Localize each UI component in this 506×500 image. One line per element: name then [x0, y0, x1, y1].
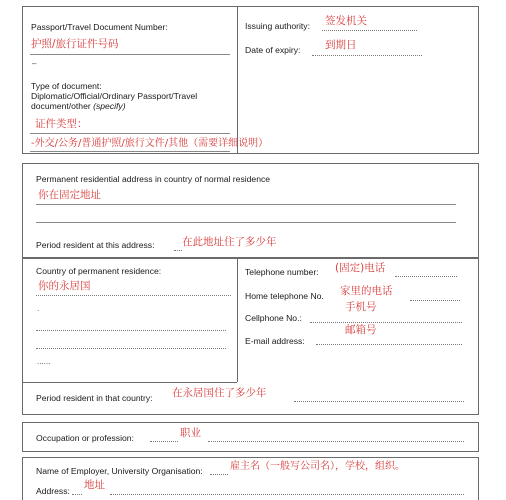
issuing-authority-value[interactable]: 签发机关 [325, 15, 367, 27]
occupation-dots [150, 441, 178, 442]
employer-dots [210, 474, 228, 475]
employer-value[interactable]: 雇主名（一般写公司名），学校，组织。 [230, 461, 405, 472]
address-value[interactable]: 地址 [84, 479, 105, 491]
period-at-address-label: Period resident at this address: [36, 240, 155, 250]
period-at-address-dots [174, 250, 182, 251]
passport-number-value[interactable]: 护照/旅行证件号码 [31, 38, 119, 50]
home-phone-value[interactable]: 家里的电话 [340, 285, 393, 297]
country-residence-line [36, 295, 231, 296]
home-phone-line [410, 300, 460, 301]
expiry-date-label: Date of expiry: [245, 45, 301, 55]
section1-divider [237, 6, 238, 154]
doc-type-value[interactable]: 证件类型： [35, 118, 88, 130]
occupation-label: Occupation or profession: [36, 433, 134, 443]
telephone-label: Telephone number: [245, 267, 319, 277]
residential-address-line-2 [36, 222, 456, 223]
cellphone-label: Cellphone No.: [245, 313, 302, 323]
period-in-country-value[interactable]: 在永居国住了多少年 [172, 387, 267, 399]
dot-mark: . [37, 304, 40, 313]
cellphone-value[interactable]: 手机号 [345, 301, 377, 313]
email-label: E-mail address: [245, 336, 305, 346]
email-value[interactable]: 邮箱号 [345, 324, 377, 336]
occupation-line [208, 441, 464, 442]
doc-type-label-3a: document/other [31, 101, 94, 111]
country-residence-value[interactable]: 你的永居国 [38, 280, 91, 292]
occupation-value[interactable]: 职业 [180, 427, 201, 439]
residential-address-value[interactable]: 你在固定地址 [38, 189, 101, 201]
section3-divider-horizontal [22, 382, 237, 383]
address-line [110, 494, 464, 495]
email-line [316, 344, 462, 345]
issuing-authority-line [322, 30, 417, 31]
home-phone-label: Home telephone No. [245, 291, 324, 301]
country-residence-label: Country of permanent residence: [36, 266, 162, 276]
period-in-country-label: Period resident in that country: [36, 393, 153, 403]
passport-number-label: Passport/Travel Document Number: [31, 22, 168, 32]
period-at-address-value[interactable]: 在此地址住了多少年 [182, 236, 277, 248]
residential-address-line-1 [36, 204, 456, 205]
expiry-date-line [312, 55, 422, 56]
doc-type-label-2: Diplomatic/Official/Ordinary Passport/Travel [31, 91, 198, 101]
employer-label: Name of Employer, University Organisation: [36, 466, 203, 476]
doc-type-label-3 [31, 101, 126, 111]
doc-type-options: -外交/公务/普通护照/旅行文件/其他（需要详细说明） [31, 138, 269, 149]
issuing-authority-label: Issuing authority: [245, 21, 310, 31]
dots-end: ...... [37, 357, 51, 366]
country-line-3 [36, 348, 226, 349]
cellphone-line [310, 322, 462, 323]
address-dots [72, 494, 82, 495]
residential-address-label: Permanent residential address in country of normal residence [36, 174, 271, 184]
passport-number-line [30, 54, 230, 55]
expiry-date-value[interactable]: 到期日 [325, 39, 357, 51]
doc-type-label-1: Type of document: [31, 81, 102, 91]
doc-type-line-1 [30, 133, 230, 134]
country-line-2 [36, 330, 226, 331]
dash-mark: – [32, 59, 37, 68]
telephone-value[interactable]: (固定)电话 [335, 262, 386, 274]
telephone-line [395, 276, 457, 277]
doc-type-label-3b: (specify) [93, 101, 126, 111]
section3-divider [237, 258, 238, 382]
period-in-country-line [294, 401, 464, 402]
doc-type-line-2 [30, 151, 230, 152]
address-label: Address: [36, 486, 70, 496]
